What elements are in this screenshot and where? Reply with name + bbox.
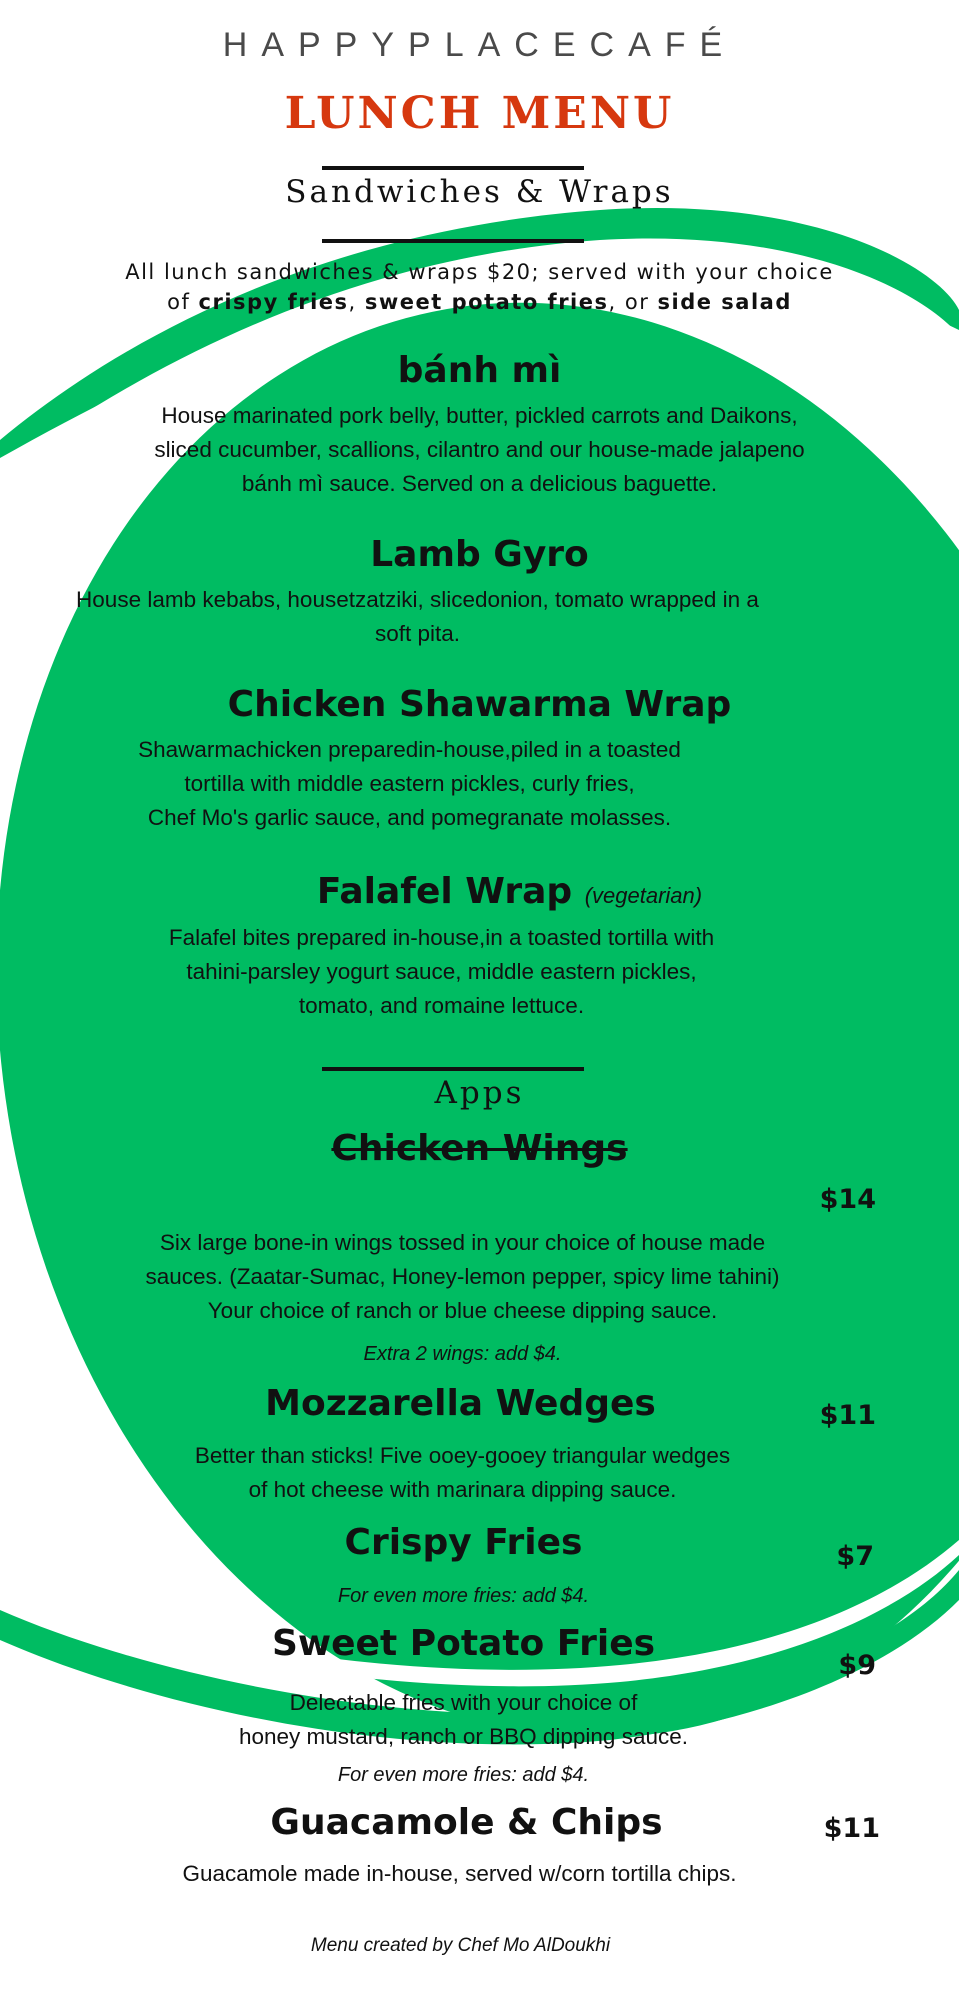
price-sweet-potato-fries: $9 bbox=[838, 1650, 876, 1681]
item-title-lamb-gyro: Lamb Gyro bbox=[370, 534, 589, 575]
item-desc-guacamole-chips: Guacamole made in-house, served w/corn tortilla chips. bbox=[182, 1861, 737, 1886]
item-desc-chicken-wings: Six large bone-in wings tossed in your choice of house made sauces. (Zaatar-Sumac, Honey-lemon pepper, spicy lime tahini) Your choice of ranch or blue cheese dipping sauce. bbox=[145, 1230, 780, 1323]
item-title-guacamole-chips: Guacamole & Chips bbox=[270, 1802, 663, 1843]
sandwiches-blurb bbox=[0, 257, 959, 317]
item-title-banh-mi: bánh mì bbox=[397, 350, 562, 391]
price-chicken-wings: $14 bbox=[819, 1184, 876, 1215]
item-desc-banh-mi: House marinated pork belly, butter, pickled carrots and Daikons, sliced cucumber, scallions, cilantro and our house-made jalapeno bánh mì sauce. Served on a delicious baguette. bbox=[154, 403, 805, 496]
item-title-sweet-potato-fries: Sweet Potato Fries bbox=[271, 1623, 656, 1664]
item-title-falafel-wrap: Falafel Wrap (vegetarian) bbox=[316, 871, 703, 912]
note-chicken-wings: Extra 2 wings: add $4. bbox=[363, 1343, 562, 1365]
section-rule-bottom bbox=[322, 239, 584, 243]
section-title-sandwiches: Sandwiches & Wraps bbox=[285, 174, 674, 210]
blurb-line-2: of crispy fries, sweet potato fries, or side salad bbox=[167, 290, 792, 314]
item-desc-mozzarella-wedges: Better than sticks! Five ooey-gooey triangular wedges of hot cheese with marinara dipping sauce. bbox=[194, 1443, 731, 1502]
price-guacamole-chips: $11 bbox=[823, 1813, 880, 1844]
vegetarian-tag: (vegetarian) bbox=[584, 883, 703, 908]
side-crispy-fries: crispy fries bbox=[198, 290, 349, 314]
item-title-crispy-fries: Crispy Fries bbox=[344, 1522, 583, 1563]
apps-rule bbox=[322, 1067, 584, 1071]
price-crispy-fries: $7 bbox=[836, 1541, 874, 1572]
section-rule-top bbox=[322, 166, 584, 170]
menu-title: LUNCH MENU bbox=[284, 88, 675, 139]
side-salad: side salad bbox=[657, 290, 792, 314]
item-title-mozzarella-wedges: Mozzarella Wedges bbox=[265, 1383, 656, 1424]
item-desc-lamb-gyro: House lamb kebabs, housetzatziki, slicedonion, tomato wrapped in a soft pita. bbox=[76, 587, 759, 646]
blurb-line-1: All lunch sandwiches & wraps $20; served with your choice bbox=[125, 260, 834, 284]
item-title-chicken-shawarma: Chicken Shawarma Wrap bbox=[227, 684, 732, 725]
cafe-name: HAPPYPLACECAFÉ bbox=[222, 26, 737, 64]
menu-credit: Menu created by Chef Mo AlDoukhi bbox=[310, 1935, 611, 1956]
item-desc-sweet-potato-fries: Delectable fries with your choice of honey mustard, ranch or BBQ dipping sauce. bbox=[238, 1690, 688, 1749]
note-crispy-fries: For even more fries: add $4. bbox=[337, 1585, 590, 1607]
item-desc-chicken-shawarma: Shawarmachicken preparedin-house,piled in a toasted tortilla with middle eastern pickles, curly fries, Chef Mo's garlic sauce, and pomegranate molasses. bbox=[138, 737, 681, 830]
item-desc-falafel-wrap: Falafel bites prepared in-house,in a toasted tortilla with tahini-parsley yogurt sauce, middle eastern pickles, tomato, and romaine lettuce. bbox=[168, 925, 715, 1018]
price-mozzarella-wedges: $11 bbox=[819, 1400, 876, 1431]
section-title-apps: Apps bbox=[434, 1075, 525, 1111]
item-title-chicken-wings: Chicken Wings bbox=[331, 1128, 628, 1169]
note-sweet-potato-fries: For even more fries: add $4. bbox=[337, 1764, 590, 1786]
side-sweet-potato-fries: sweet potato fries bbox=[364, 290, 609, 314]
